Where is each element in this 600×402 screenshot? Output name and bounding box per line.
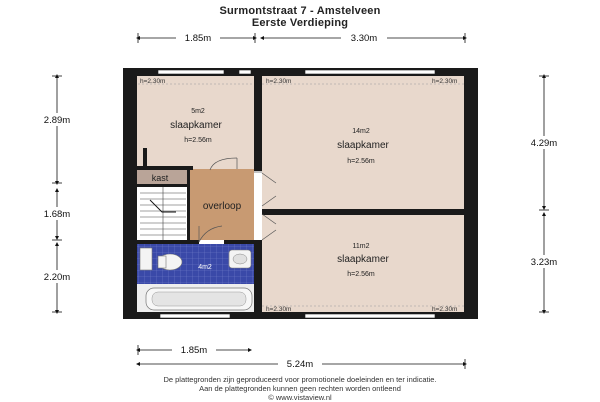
dim-left-2: 1.68m (43, 209, 71, 220)
dim-right-2: 3.23m (530, 257, 558, 268)
dim-left-1: 2.89m (43, 115, 71, 126)
plan-subtitle: Eerste Verdieping (251, 17, 349, 29)
footer-disclaimer: De plattegronden zijn geproduceerd voor promotionele doeleinden en ter indicatie. (163, 375, 437, 384)
room-3-height: h=2.56m (347, 271, 375, 278)
room-1-name: slaapkamer (170, 120, 222, 131)
footer-rights: Aan de plattegronden kunnen geen rechten worden ontleend (199, 384, 401, 393)
room-2-height: h=2.56m (347, 158, 375, 165)
ceiling-h3: h=2.30m (432, 78, 458, 85)
room-3-area: 11m2 (352, 243, 370, 250)
room-1-height: h=2.56m (184, 137, 212, 144)
bath-area: 4m2 (198, 264, 212, 271)
washbasin-icon (140, 248, 152, 270)
dim-bottom-1: 1.85m (180, 345, 208, 356)
floors (137, 76, 464, 312)
ceiling-h1: h=2.30m (140, 78, 166, 85)
room-2-name: slaapkamer (337, 140, 389, 151)
ceiling-h5: h=2.30m (432, 306, 458, 313)
dim-top-left: 1.85m (184, 33, 212, 44)
kast-label: kast (151, 173, 169, 183)
landing-label: overloop (202, 201, 242, 212)
room-2-area: 14m2 (352, 128, 370, 135)
ceiling-h4: h=2.30m (266, 306, 292, 313)
dim-left-3: 2.20m (43, 272, 71, 283)
room-3-name: slaapkamer (337, 254, 389, 265)
room-1-area: 5m2 (191, 108, 205, 115)
footer-copyright: © www.vistaview.nl (268, 393, 332, 402)
ceiling-h2: h=2.30m (266, 78, 292, 85)
dim-top-right: 3.30m (350, 33, 378, 44)
dim-bottom-2: 5.24m (286, 359, 314, 370)
plan-title: Surmontstraat 7 - Amstelveen (219, 5, 381, 17)
dim-right-1: 4.29m (530, 138, 558, 149)
